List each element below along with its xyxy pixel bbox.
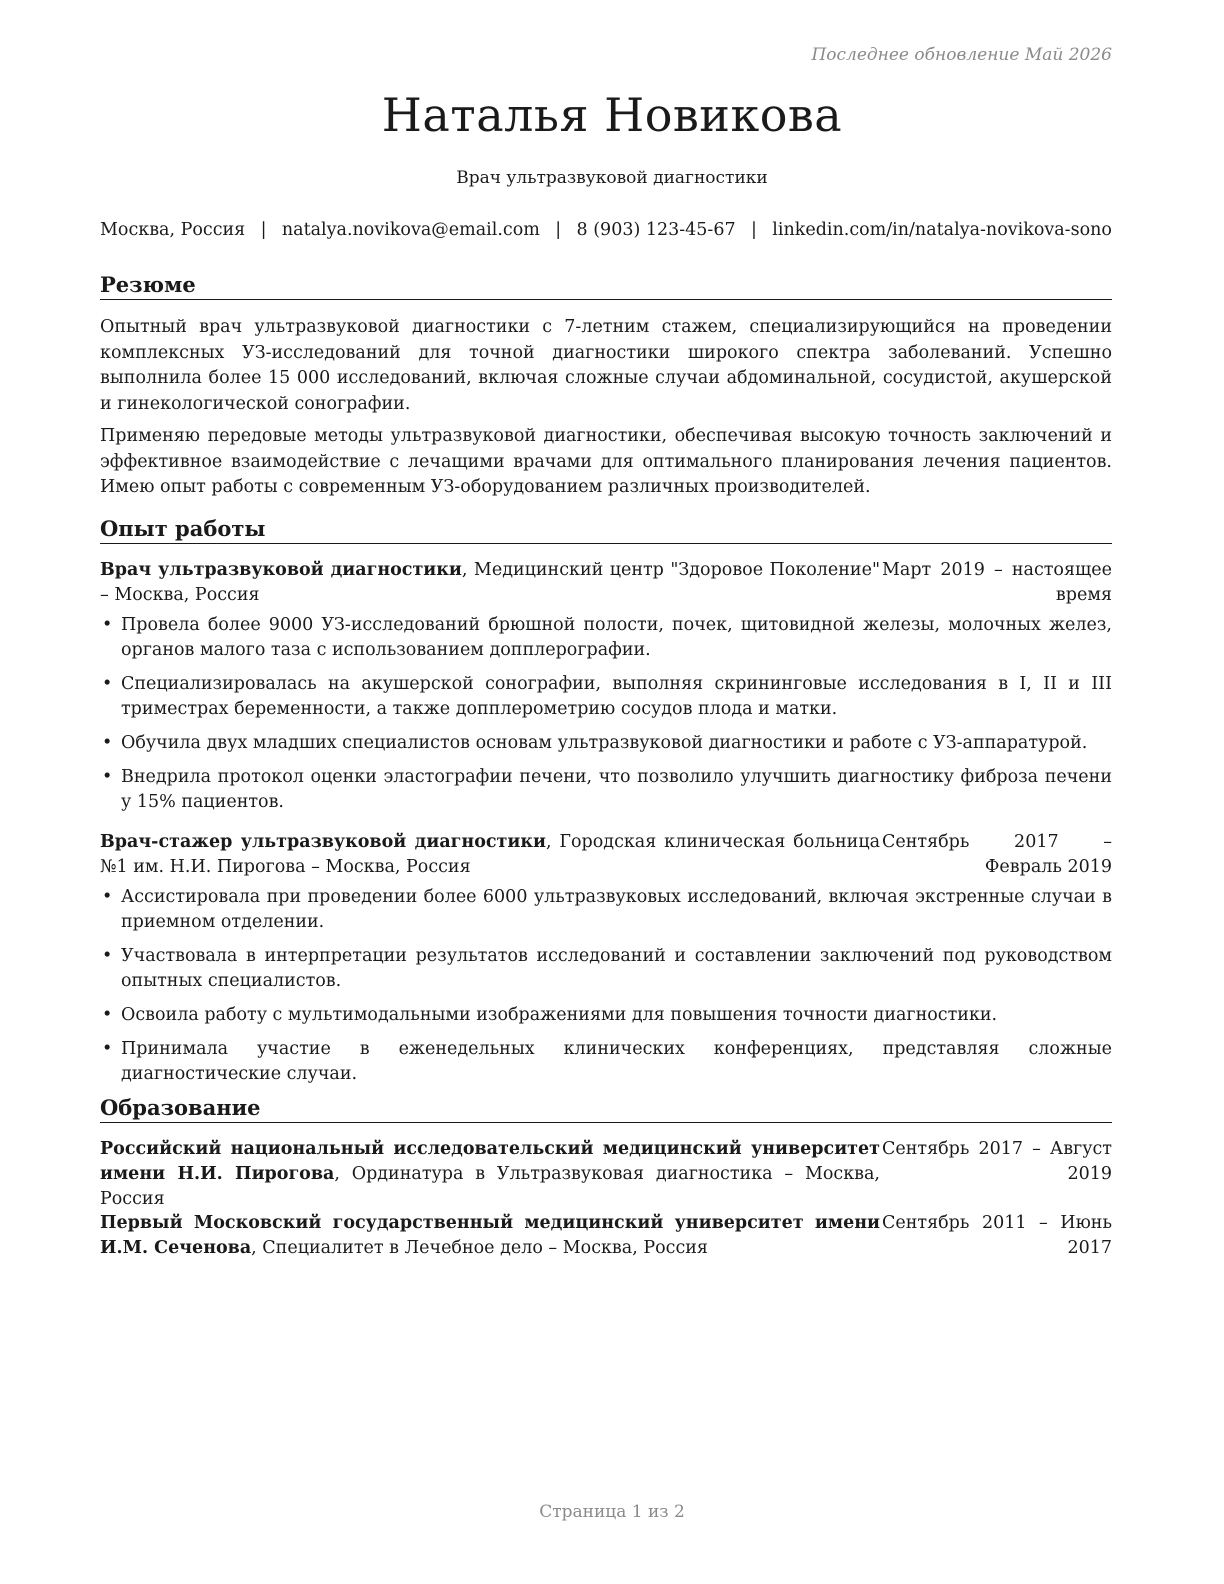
job-org: , Городская клиническая больница №1 им. Н.И. Пирогова – Москва, Россия	[100, 832, 881, 877]
list-item: • Ассистировала при проведении более 6000 ультразвуковых исследований, включая экстренные случаи в приемном отделении.	[100, 885, 1112, 935]
list-item: • Специализировалась на акушерской сонографии, выполняя скрининговые исследования в I, II и III триместрах беременности, а также допплерометрию сосудов плода и матки.	[100, 672, 1112, 722]
list-item: • Принимала участие в еженедельных клинических конференциях, представляя сложные диагностические случаи.	[100, 1037, 1112, 1087]
job-dates: Март 2019 – настоящее время	[882, 560, 1112, 605]
list-item: • Провела более 9000 УЗ-исследований брюшной полости, почек, щитовидной железы, молочных желез, органов малого таза с использованием допплерографии.	[100, 613, 1112, 663]
job-title: Врач ультразвуковой диагностики	[456, 168, 768, 188]
education-school	[100, 1211, 880, 1261]
job-role: Врач ультразвуковой диагностики	[100, 560, 462, 580]
contact-location: Москва, Россия	[100, 220, 246, 240]
list-item: • Участвовала в интерпретации результатов исследований и составлении заключений под руководством опытных специалистов.	[100, 944, 1112, 994]
contact-separator: |	[260, 220, 267, 240]
contact-line	[100, 220, 1112, 240]
education-school	[100, 1137, 880, 1212]
contact-email[interactable]: natalya.novikova@email.com	[281, 220, 540, 240]
education-dates: Сентябрь 2017 – Август 2019	[882, 1139, 1112, 1184]
section-heading-summary: Резюме	[100, 271, 1112, 300]
job-title-org	[100, 830, 880, 880]
list-item: • Внедрила протокол оценки эластографии печени, что позволило улучшить диагностику фиброза печени у 15% пациентов.	[100, 765, 1112, 815]
candidate-name: Наталья Новикова	[381, 88, 843, 142]
last-updated: Последнее обновление Май 2026	[811, 45, 1112, 65]
job-title-org	[100, 558, 880, 608]
job-achievements	[100, 885, 1112, 1096]
school-name: Российский национальный исследовательский медицинский университет имени Н.И. Пирогова	[100, 1139, 880, 1184]
summary-paragraph: Применяю передовые методы ультразвуковой диагностики, обеспечивая высокую точность заключений и эффективное взаимодействие с лечащими врачами для оптимального планирования лечения пациентов. Имею опыт работы с современным УЗ-оборудованием различных производителей.	[100, 426, 1112, 497]
degree-details: , Специалитет в Лечебное дело – Москва, Россия	[251, 1238, 708, 1258]
section-heading-education: Образование	[100, 1094, 1112, 1123]
contact-separator: |	[751, 220, 757, 240]
page-number: Страница 1 из 2	[539, 1502, 685, 1522]
degree-details: , Ординатура в Ультразвуковая диагностика – Москва, Россия	[100, 1164, 880, 1209]
job-org: , Медицинский центр "Здоровое Поколение" – Москва, Россия	[100, 560, 880, 605]
list-item: • Обучила двух младших специалистов основам ультразвуковой диагностики и работе с УЗ-аппаратурой.	[100, 731, 1112, 756]
contact-linkedin[interactable]: linkedin.com/in/natalya-novikova-sono	[772, 220, 1112, 240]
section-heading-experience: Опыт работы	[100, 515, 1112, 544]
education-dates: Сентябрь 2011 – Июнь 2017	[882, 1213, 1112, 1258]
summary-paragraph: Опытный врач ультразвуковой диагностики с 7-летним стажем, специализирующийся на проведении комплексных УЗ-исследований для точной диагностики широкого спектра заболеваний. Успешно выполнила более 15 000 исследований, включая сложные случаи абдоминальной, сосудистой, акушерской и гинекологической сонографии.	[100, 317, 1112, 414]
contact-phone[interactable]: 8 (903) 123-45-67	[576, 220, 736, 240]
school-name: Первый Московский государственный медицинский университет имени И.М. Сеченова	[100, 1213, 880, 1258]
job-dates: Сентябрь 2017 – Февраль 2019	[882, 832, 1112, 877]
job-role: Врач-стажер ультразвуковой диагностики	[100, 832, 546, 852]
job-achievements	[100, 613, 1112, 824]
list-item: • Освоила работу с мультимодальными изображениями для повышения точности диагностики.	[100, 1003, 1112, 1028]
contact-separator: |	[555, 220, 562, 240]
